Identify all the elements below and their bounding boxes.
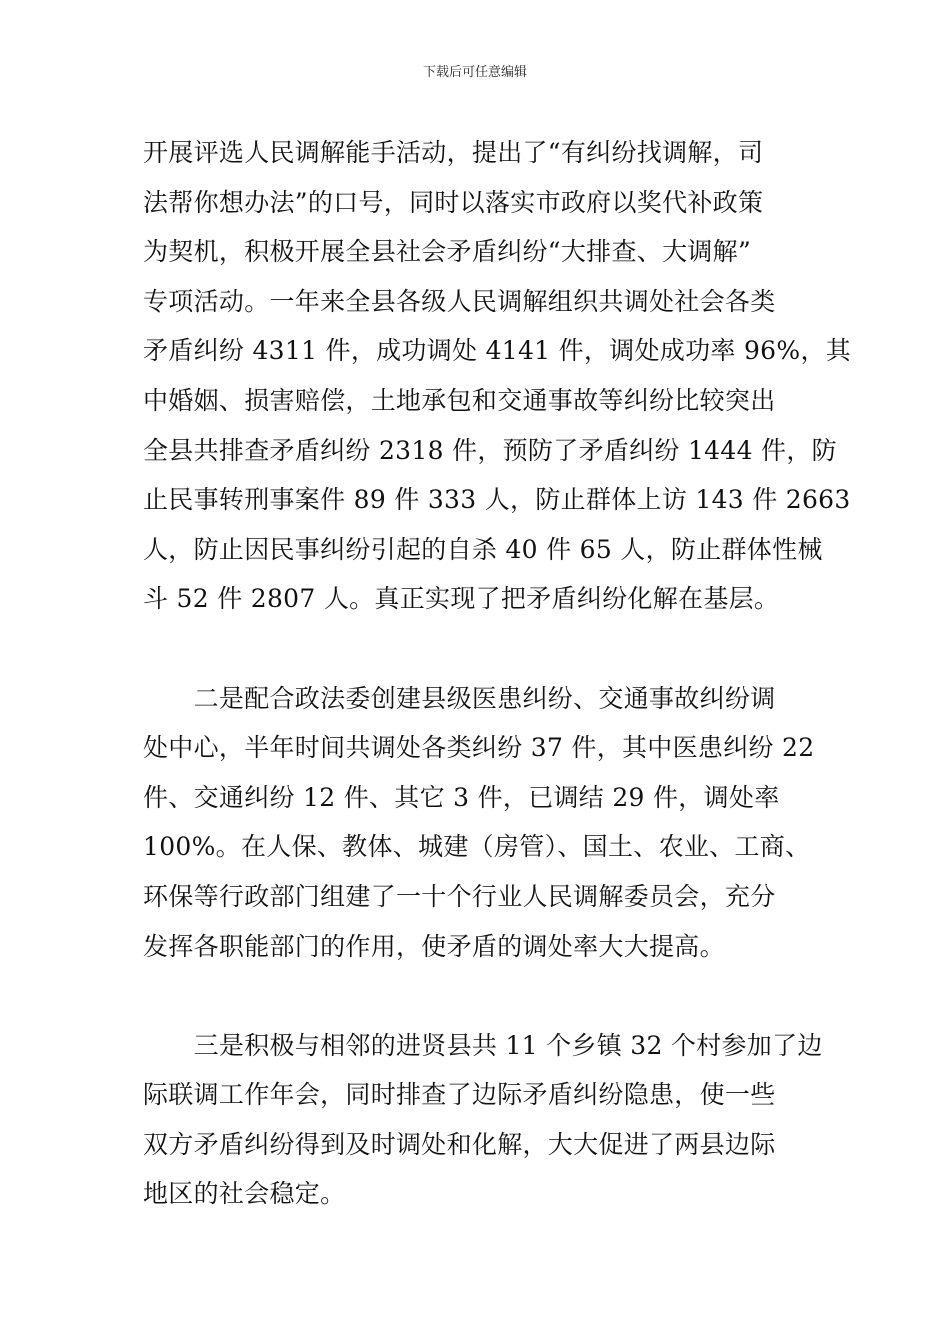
text-line: 际联调工作年会，同时排查了边际矛盾纠纷隐患，使一些 — [143, 1080, 776, 1110]
text-line: 法帮你想办法”的口号，同时以落实市政府以奖代补政策 — [143, 187, 764, 217]
text-line: 止民事转刑事案件 89 件 333 人，防止群体上访 143 件 2663 — [143, 485, 851, 515]
paragraph-gap — [143, 971, 843, 1021]
text-line: 三是积极与相邻的进贤县共 11 个乡镇 32 个村参加了边 — [143, 1030, 823, 1060]
paragraph — [143, 1021, 843, 1219]
text-line: 100%。在人保、教体、城建（房管）、国土、农业、工商、 — [143, 832, 811, 862]
text-line: 二是配合政法委创建县级医患纠纷、交通事故纠纷调 — [143, 683, 776, 713]
text-line: 发挥各职能部门的作用，使矛盾的调处率大大提高。 — [143, 931, 725, 961]
text-line: 中婚姻、损害赔偿，土地承包和交通事故等纠纷比较突出 — [143, 385, 776, 415]
text-line: 为契机，积极开展全县社会矛盾纠纷“大排查、大调解” — [143, 237, 752, 267]
text-line: 处中心，半年时间共调处各类纠纷 37 件，其中医患纠纷 22 — [143, 733, 815, 763]
text-line: 地区的社会稳定。 — [143, 1179, 346, 1209]
text-line: 件、交通纠纷 12 件、其它 3 件，已调结 29 件，调处率 — [143, 782, 780, 812]
text-line: 矛盾纠纷 4311 件，成功调处 4141 件，调处成功率 96%，其 — [143, 336, 852, 366]
text-line: 人，防止因民事纠纷引起的自杀 40 件 65 人，防止群体性械 — [143, 534, 823, 564]
paragraph — [143, 128, 852, 624]
page-header: 下载后可任意编辑 — [422, 65, 527, 80]
text-line: 开展评选人民调解能手活动，提出了“有纠纷找调解，司 — [143, 138, 764, 167]
text-line: 斗 52 件 2807 人。真正实现了把矛盾纠纷化解在基层。 — [143, 584, 780, 614]
text-line: 双方矛盾纠纷得到及时调处和化解，大大促进了两县边际 — [143, 1129, 776, 1159]
document-body — [143, 128, 852, 1219]
text-line: 全县共排查矛盾纠纷 2318 件，预防了矛盾纠纷 1444 件，防 — [143, 435, 837, 465]
text-line: 环保等行政部门组建了一十个行业人民调解委员会，充分 — [143, 881, 776, 911]
paragraph-gap — [143, 624, 843, 674]
paragraph — [143, 674, 843, 972]
text-line: 专项活动。一年来全县各级人民调解组织共调处社会各类 — [143, 286, 776, 316]
